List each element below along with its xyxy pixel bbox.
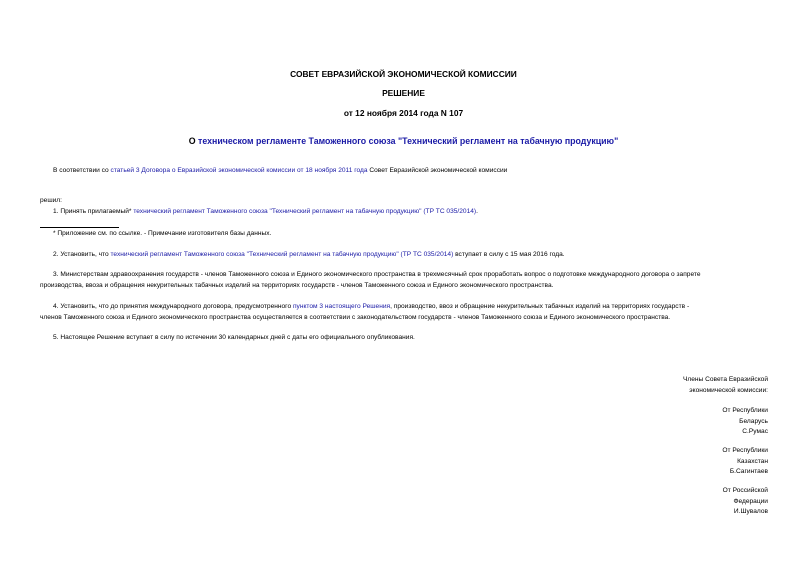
- footnote-divider: [40, 227, 119, 228]
- item-4-link[interactable]: пунктом 3 настоящего Решения: [292, 303, 391, 310]
- item-1-link[interactable]: технический регламент Таможенного союза "Технический регламент на табачную продукцию" (ТР ТС 035/2014): [133, 208, 477, 215]
- date-number-heading: от 12 ноября 2014 года N 107: [343, 108, 464, 118]
- decided-label: решил:: [40, 197, 62, 204]
- signature-russia-line-1: От Российской: [722, 487, 768, 494]
- item-2-text-before: 2. Установить, что: [53, 251, 111, 258]
- item-1-paragraph: [53, 207, 478, 218]
- signatures-intro-line-1: Члены Совета Евразийской: [682, 376, 768, 383]
- document-type-heading: РЕШЕНИЕ: [382, 88, 425, 98]
- signature-kazakhstan-line-1: От Республики: [722, 447, 768, 454]
- item-1-text-before: 1. Принять прилагаемый*: [53, 208, 134, 215]
- title-prefix: О: [188, 136, 199, 146]
- title-link[interactable]: техническом регламенте Таможенного союза "Технический регламент на табачную продукцию": [198, 136, 619, 146]
- item-2-paragraph: [53, 250, 565, 261]
- signature-belarus-name: С.Румас: [742, 428, 768, 436]
- organization-heading: СОВЕТ ЕВРАЗИЙСКОЙ ЭКОНОМИЧЕСКОЙ КОМИССИИ: [290, 69, 517, 79]
- footnote-text: * Приложение см. по ссылке. - Примечание изготовителя базы данных.: [53, 230, 272, 237]
- signature-russia-name: И.Шувалов: [733, 508, 768, 516]
- preamble-paragraph: [53, 166, 507, 177]
- document-title: [0, 136, 807, 146]
- signature-belarus-line-1: От Республики: [722, 407, 768, 414]
- preamble-text-before: В соответствии со: [53, 167, 111, 174]
- item-3-line-1: 3. Министерствам здравоохранения государств - членов Таможенного союза и Единого экономического пространства в трехмесячный срок проработать вопрос о подготовке международного договора о запрете: [53, 271, 701, 278]
- signature-russia-line-2: Федерации: [733, 497, 768, 505]
- signature-kazakhstan: [722, 446, 768, 478]
- item-4-text-before: 4. Установить, что до принятия международного договора, предусмотренного: [53, 303, 293, 310]
- item-5-paragraph: 5. Настоящее Решение вступает в силу по истечении 30 календарных дней с даты его официального опубликования.: [53, 334, 415, 341]
- signature-kazakhstan-name: Б.Сагинтаев: [729, 468, 768, 476]
- signature-belarus-line-2: Беларусь: [739, 417, 768, 425]
- signature-belarus: [722, 406, 768, 438]
- signatures-intro: [683, 375, 768, 396]
- item-3-line-2: производства, ввоза и обращения некурительных табачных изделий на территориях государств - членов Таможенного союза и Единого экономического пространства.: [40, 282, 554, 289]
- item-2-link[interactable]: технический регламент Таможенного союза "Технический регламент на табачную продукцию" (ТР ТС 035/2014): [110, 251, 454, 258]
- item-4-line-2: членов Таможенного союза и Единого экономического пространства осуществляется в соответствии с законодательством государств - членов Таможенного союза и Единого экономического пространства.: [40, 314, 671, 321]
- signature-kazakhstan-line-2: Казахстан: [737, 457, 768, 465]
- signatures-intro-line-2: экономической комиссии:: [689, 386, 768, 394]
- item-2-text-after: вступает в силу с 15 мая 2016 года.: [453, 251, 565, 258]
- signature-russia: [723, 486, 768, 518]
- preamble-link[interactable]: статьей 3 Договора о Евразийской экономической комиссии от 18 ноября 2011 года: [110, 167, 368, 174]
- item-1-text-after: .: [476, 208, 478, 215]
- item-4-text-after: , производство, ввоз и обращение некурительных табачных изделий на территориях государств -: [390, 303, 690, 310]
- item-4-line-1: [53, 302, 689, 313]
- preamble-text-after: Совет Евразийской экономической комиссии: [367, 167, 508, 174]
